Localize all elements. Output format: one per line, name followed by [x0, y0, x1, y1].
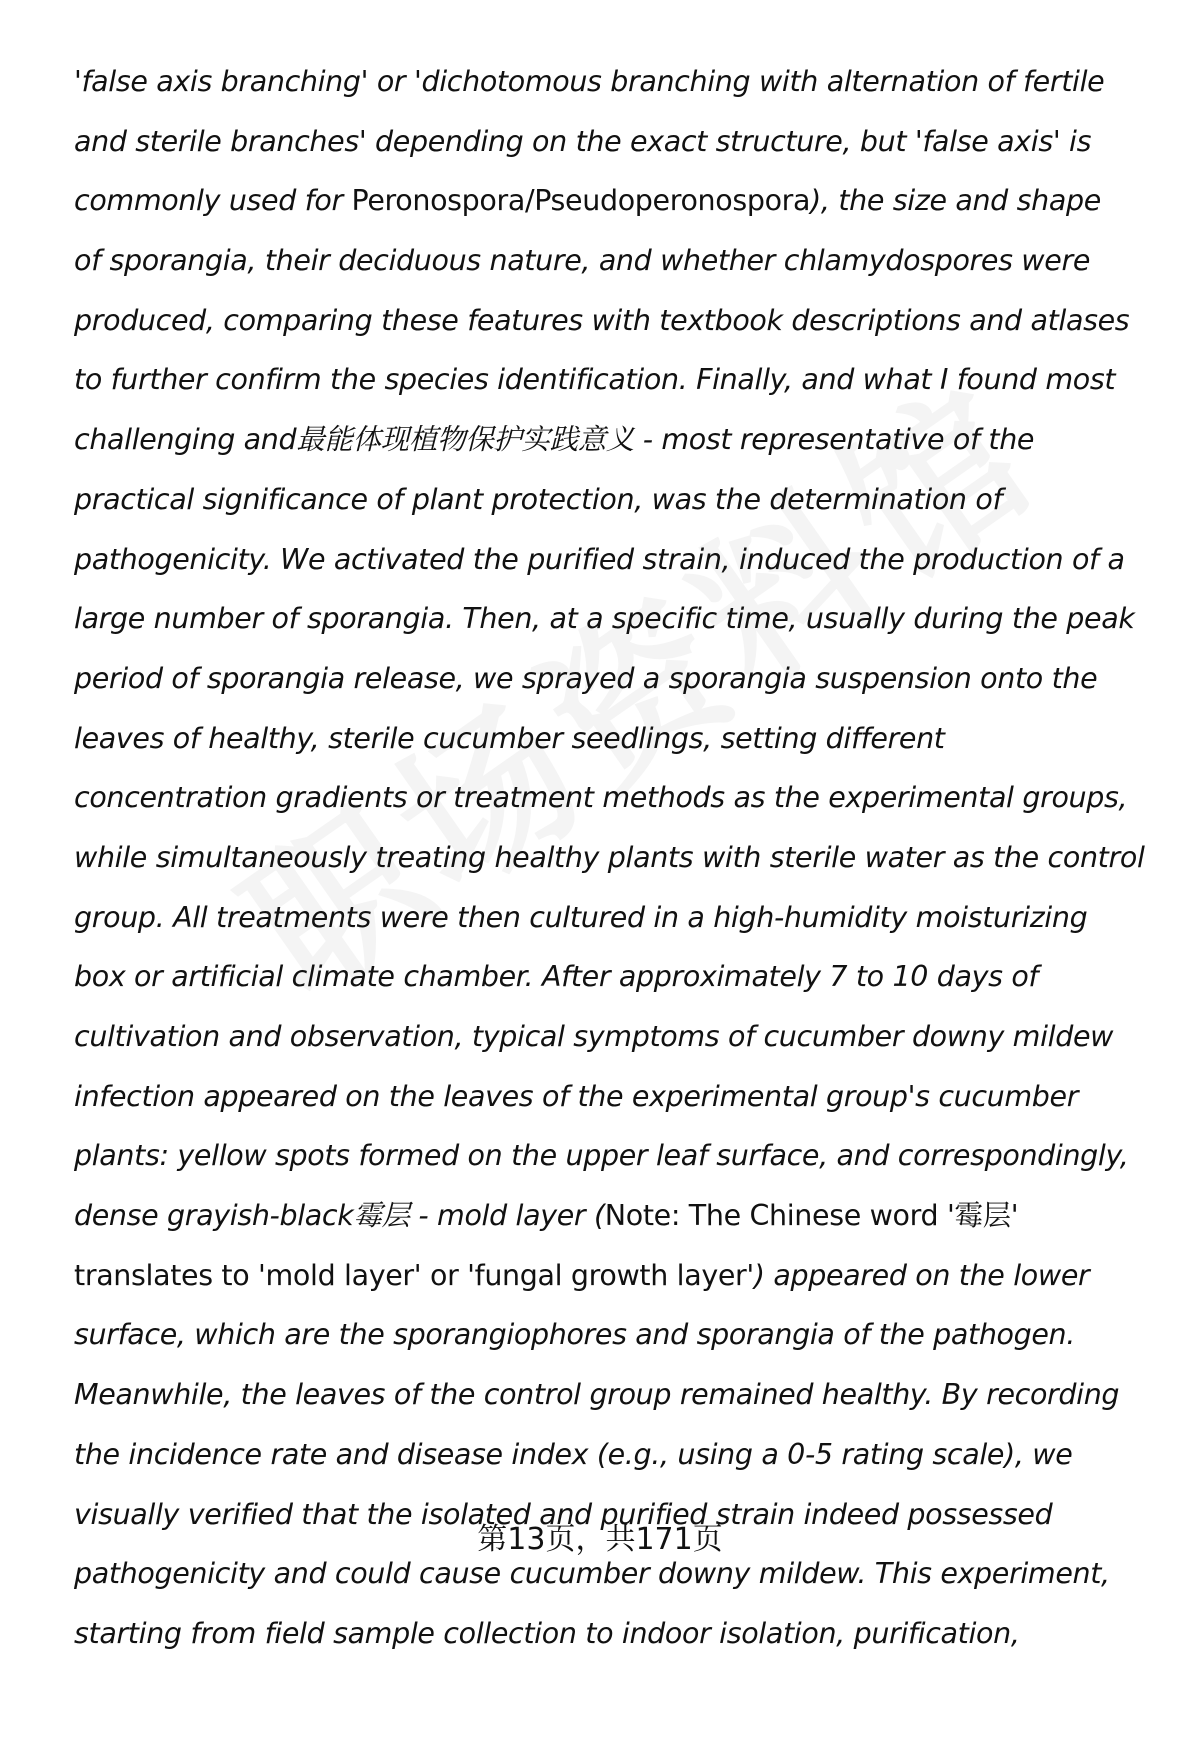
text-line: [74, 1067, 1174, 1127]
text-line: [74, 171, 1174, 231]
text-line: [74, 768, 1174, 828]
text-segment: visually verified that the isolated and purified strain indeed possessed: [74, 1497, 1053, 1531]
text-line: [74, 291, 1174, 351]
text-line: [74, 52, 1174, 112]
text-segment: practical significance of plant protection, was the determination of: [74, 482, 1003, 516]
text-segment: group. All treatments were then cultured in a high-humidity moisturizing: [74, 900, 1088, 934]
text-line: [74, 112, 1174, 172]
text-segment: surface, which are the sporangiophores and sporangia of the pathogen.: [74, 1318, 1075, 1352]
text-line: [74, 888, 1174, 948]
text-line: [74, 1425, 1174, 1485]
text-segment: Note: The Chinese word '霉层': [604, 1199, 1019, 1233]
text-line: [74, 231, 1174, 291]
text-segment: plants: yellow spots formed on the upper leaf surface, and correspondingly,: [74, 1139, 1129, 1173]
text-segment: cultivation and observation, typical symptoms of cucumber downy mildew: [74, 1020, 1114, 1053]
text-segment: challenging and最能体现植物保护实践意义 - most representative of the: [74, 423, 1035, 457]
text-segment: starting from field sample collection to indoor isolation, purification,: [74, 1616, 1020, 1650]
text-line: [74, 828, 1174, 888]
text-line: [74, 1126, 1174, 1186]
text-line: [74, 1186, 1174, 1246]
text-line: [74, 1365, 1174, 1425]
text-segment: the incidence rate and disease index (e.g., using a 0-5 rating scale), we: [74, 1437, 1073, 1471]
text-line: [74, 947, 1174, 1007]
text-line: [74, 1604, 1174, 1664]
page-number-footer: 第13页，共171页: [477, 1522, 723, 1557]
body-text: [74, 52, 1174, 1664]
text-segment: box or artificial climate chamber. After approximately 7 to 10 days of: [74, 960, 1039, 994]
text-segment: of sporangia, their deciduous nature, and whether chlamydospores were: [74, 244, 1091, 278]
text-segment: pathogenicity and could cause cucumber downy mildew. This experiment,: [74, 1557, 1110, 1591]
text-segment: ) appeared on the lower: [753, 1258, 1090, 1292]
text-segment: ), the size and shape: [810, 184, 1101, 218]
text-segment: and sterile branches' depending on the exact structure, but 'false axis' is: [74, 124, 1092, 158]
text-segment: translates to 'mold layer' or 'fungal growth layer': [74, 1258, 754, 1292]
text-segment: produced, comparing these features with textbook descriptions and atlases: [74, 303, 1130, 337]
text-segment: Peronospora/Pseudoperonospora: [351, 184, 811, 218]
text-line: [74, 350, 1174, 410]
text-line: [74, 1007, 1174, 1067]
text-line: [74, 1305, 1174, 1365]
text-line: [74, 470, 1174, 530]
text-segment: large number of sporangia. Then, at a specific time, usually during the peak: [74, 602, 1135, 636]
text-segment: dense grayish-black霉层 - mold layer (: [74, 1199, 605, 1233]
text-line: [74, 530, 1174, 590]
text-segment: to further confirm the species identification. Finally, and what I found most: [74, 363, 1116, 397]
text-segment: concentration gradients or treatment methods as the experimental groups,: [74, 781, 1128, 815]
text-segment: while simultaneously treating healthy plants with sterile water as the control: [74, 840, 1145, 874]
text-segment: pathogenicity. We activated the purified strain, induced the production of a: [74, 542, 1125, 576]
text-segment: leaves of healthy, sterile cucumber seedlings, setting different: [74, 721, 945, 755]
text-line: [74, 1246, 1174, 1306]
text-segment: Meanwhile, the leaves of the control group remained healthy. By recording: [74, 1378, 1120, 1412]
text-segment: infection appeared on the leaves of the experimental group's cucumber: [74, 1079, 1079, 1113]
text-segment: period of sporangia release, we sprayed a sporangia suspension onto the: [74, 661, 1098, 695]
text-segment: commonly used for: [74, 184, 352, 218]
text-line: [74, 709, 1174, 769]
text-line: [74, 589, 1174, 649]
text-line: [74, 410, 1174, 470]
text-line: [74, 649, 1174, 709]
text-segment: 'false axis branching' or 'dichotomous branching with alternation of fertile: [74, 65, 1105, 98]
